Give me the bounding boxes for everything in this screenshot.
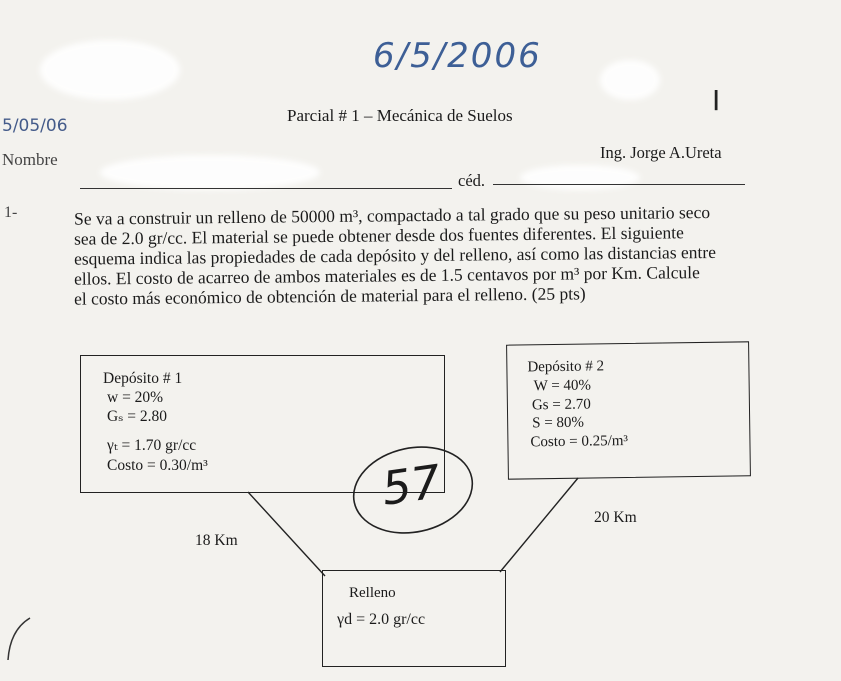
side-date: 5/05/06 <box>2 116 68 136</box>
distance-dep1: 18 Km <box>195 532 238 549</box>
fill-box <box>322 570 506 667</box>
deposit2-cost: Costo = 0.25/m³ <box>530 433 629 451</box>
instructor-name: Ing. Jorge A.Ureta <box>600 143 722 162</box>
deposit1-title: Depósito # 1 <box>103 370 183 387</box>
question-number: 1- <box>4 204 18 221</box>
ced-label: céd. <box>458 171 486 190</box>
deposit2-box <box>506 341 751 479</box>
grade-score: 57 <box>378 454 445 516</box>
deposit1-gamma: γₜ = 1.70 gr/cc <box>107 437 197 454</box>
deposit2-w: W = 40% <box>533 377 592 395</box>
handwritten-date: 6/5/2006 <box>373 36 542 76</box>
deposit1-w: w = 20% <box>107 389 164 406</box>
connector-dep1-fill <box>248 492 325 576</box>
exam-number-mark: Ⅰ <box>712 84 721 117</box>
deposit2-gs: Gs = 2.70 <box>531 396 591 414</box>
fill-gamma: γd = 2.0 gr/cc <box>337 611 426 628</box>
nombre-label: Nombre <box>2 150 58 169</box>
deposit1-cost: Costo = 0.30/m³ <box>107 457 208 474</box>
question-line: ellos. El costo de acarreo de ambos materiales es de 1.5 centavos por m³ por Km. Calcule <box>73 262 700 289</box>
exam-title: Parcial # 1 – Mecánica de Suelos <box>287 106 513 125</box>
question-line: Se va a construir un relleno de 50000 m³, compactado a tal grado que su peso unitario seco <box>73 202 711 229</box>
distance-dep2: 20 Km <box>594 509 637 526</box>
question-line: esquema indica las propiedades de cada depósito y del relleno, así como las distancias entre <box>73 241 717 269</box>
question-line: sea de 2.0 gr/cc. El material se puede obtener desde dos fuentes diferentes. El siguiente <box>73 222 684 249</box>
fill-title: Relleno <box>349 585 396 601</box>
deposit2-title: Depósito # 2 <box>527 358 605 376</box>
question-line: el costo más económico de obtención de material para el relleno. (25 pts) <box>73 283 586 309</box>
deposit2-s: S = 80% <box>532 414 585 432</box>
connector-dep2-fill <box>500 478 578 572</box>
margin-mark <box>8 618 30 660</box>
deposit1-gs: Gₛ = 2.80 <box>107 408 168 425</box>
deposit1-box <box>80 355 445 493</box>
